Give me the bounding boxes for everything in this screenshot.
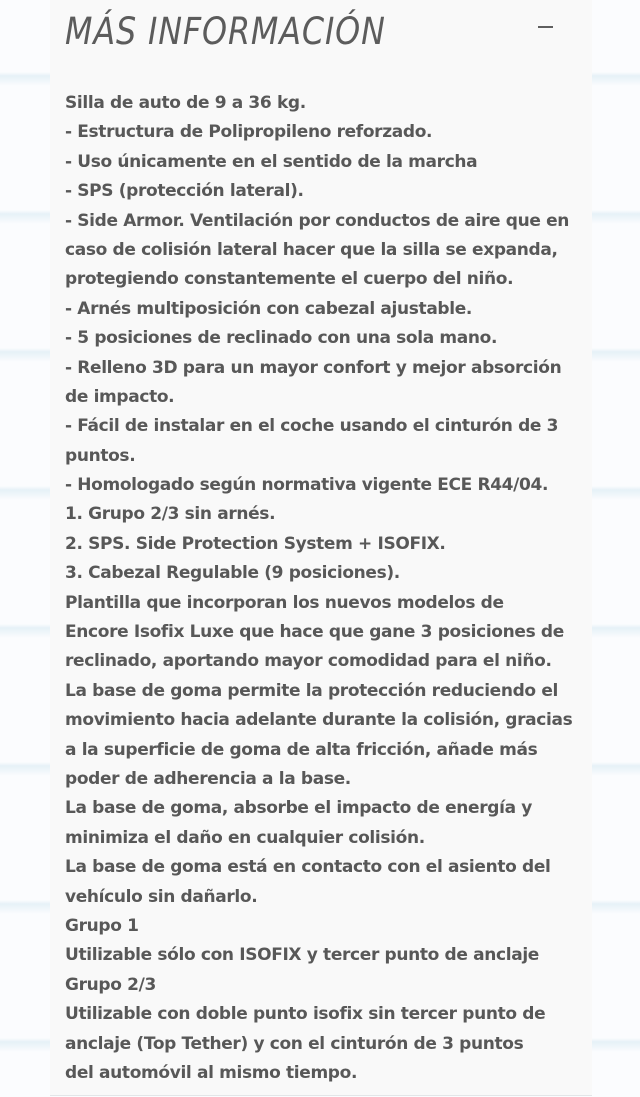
description-body — [65, 89, 585, 1088]
description-line: - 5 posiciones de reclinado con una sola mano. — [65, 328, 498, 349]
description-line: Grupo 2/3 — [65, 974, 156, 995]
description-line: Grupo 1 — [65, 915, 139, 936]
description-line: minimiza el daño en cualquier colisión. — [65, 827, 425, 848]
description-line: poder de adherencia a la base. — [65, 768, 351, 789]
description-line: del automóvil al mismo tiempo. — [65, 1062, 358, 1083]
description-line: - Homologado según normativa vigente ECE R44/04. — [65, 475, 549, 496]
description-line: Plantilla que incorporan los nuevos modelos de — [65, 592, 504, 613]
description-line: Encore Isofix Luxe que hace que gane 3 posiciones de — [65, 622, 564, 643]
description-line: - Uso únicamente en el sentido de la marcha — [65, 151, 478, 172]
description-line: La base de goma está en contacto con el asiento del — [65, 857, 551, 878]
more-info-panel — [50, 0, 592, 1096]
description-line: - Side Armor. Ventilación por conductos de aire que en — [65, 210, 570, 231]
description-line: reclinado, aportando mayor comodidad para el niño. — [65, 651, 552, 672]
description-line: protegiendo constantemente el cuerpo del niño. — [65, 269, 514, 290]
description-line: - Arnés multiposición con cabezal ajustable. — [65, 298, 473, 319]
description-line: 3. Cabezal Regulable (9 posiciones). — [65, 563, 400, 584]
description-line: caso de colisión lateral hacer que la silla se expanda, — [65, 239, 558, 260]
description-line: - Fácil de instalar en el coche usando el cinturón de 3 — [65, 416, 559, 437]
description-line: anclaje (Top Tether) y con el cinturón de 3 puntos — [65, 1033, 524, 1054]
minus-icon — [538, 26, 553, 28]
description-line: La base de goma, absorbe el impacto de energía y — [65, 798, 532, 819]
description-line: vehículo sin dañarlo. — [65, 886, 258, 907]
description-line: Utilizable con doble punto isofix sin tercer punto de — [65, 1004, 546, 1025]
description-line: movimiento hacia adelante durante la colisión, gracias — [65, 710, 573, 731]
description-line: Silla de auto de 9 a 36 kg. — [65, 93, 306, 113]
panel-header[interactable] — [50, 0, 592, 72]
section-title: MÁS INFORMACIÓN — [65, 10, 386, 53]
description-line: a la superficie de goma de alta fricción, añade más — [65, 739, 538, 760]
collapse-button[interactable] — [532, 14, 560, 40]
description-line: 1. Grupo 2/3 sin arnés. — [65, 504, 276, 525]
description-line: - Estructura de Polipropileno reforzado. — [65, 122, 433, 143]
description-line: puntos. — [65, 445, 136, 466]
description-line: - Relleno 3D para un mayor confort y mejor absorción — [65, 357, 562, 378]
description-line: de impacto. — [65, 386, 175, 407]
description-line: 2. SPS. Side Protection System + ISOFIX. — [65, 533, 446, 554]
description-line: - SPS (protección lateral). — [65, 181, 304, 202]
description-line: Utilizable sólo con ISOFIX y tercer punto de anclaje — [65, 945, 539, 966]
description-line: La base de goma permite la protección reduciendo el — [65, 680, 558, 701]
